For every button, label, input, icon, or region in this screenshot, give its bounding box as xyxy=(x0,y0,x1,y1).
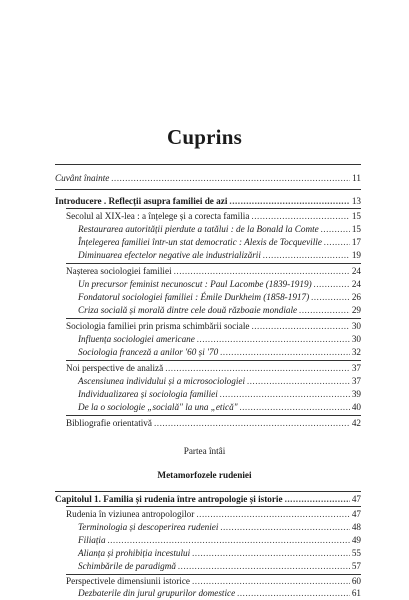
toc-entry-section[interactable] xyxy=(66,266,361,277)
toc-entry-subsection[interactable] xyxy=(78,305,361,316)
leader-dots xyxy=(220,347,350,358)
toc-entry-text: Criza socială și morală dintre cele două războaie mondiale xyxy=(78,305,298,315)
toc-entry-page: 29 xyxy=(351,305,361,315)
toc-entry-page: 60 xyxy=(351,576,361,586)
toc-entry-page: 42 xyxy=(351,418,361,428)
toc-entry-page: 47 xyxy=(351,494,361,504)
toc-entry-text: Influența sociologiei americane xyxy=(78,334,195,344)
toc-entry-text: Dezbaterile din jurul grupurilor domestice xyxy=(78,588,236,598)
section-divider xyxy=(55,491,361,492)
toc-entry-text: De la o sociologie „socială" la una „etică" xyxy=(78,402,238,412)
toc-entry-section[interactable] xyxy=(66,509,361,520)
toc-entry-text: Perspectivele dimensiunii istorice xyxy=(66,576,190,586)
toc-entry-text: Sociologia franceză a anilor '60 și '70 xyxy=(78,347,219,357)
top-divider xyxy=(55,164,361,165)
toc-entry-text: Filiația xyxy=(78,535,106,545)
toc-entry-page: 61 xyxy=(351,588,361,598)
toc-entry-section[interactable] xyxy=(66,211,361,222)
sub-divider xyxy=(66,415,361,416)
toc-entry-section[interactable] xyxy=(66,321,361,332)
toc-entry-chapter[interactable] xyxy=(55,494,361,505)
toc-entry-page: 37 xyxy=(351,363,361,373)
toc-entry-page: 32 xyxy=(351,347,361,357)
leader-dots xyxy=(237,588,350,599)
sub-divider xyxy=(66,360,361,361)
leader-dots xyxy=(197,334,350,345)
toc-entry-page: 40 xyxy=(351,402,361,412)
toc-entry-subsection[interactable] xyxy=(78,548,361,559)
toc-entry-subsection[interactable] xyxy=(78,292,361,303)
leader-dots xyxy=(108,535,350,546)
toc-entry-page: 13 xyxy=(351,196,361,206)
sub-divider xyxy=(66,574,361,575)
toc-entry-page: 47 xyxy=(351,509,361,519)
leader-dots xyxy=(178,561,350,572)
leader-dots xyxy=(192,576,350,587)
part-title: Metamorfozele rudeniei xyxy=(157,470,252,480)
toc-entry-page: 55 xyxy=(351,548,361,558)
toc-entry-subsection[interactable] xyxy=(78,561,361,572)
leader-dots xyxy=(154,418,350,429)
toc-entry-text: Cuvânt înainte xyxy=(55,173,110,183)
toc-entry-subsection[interactable] xyxy=(78,522,361,533)
toc-entry-subsection[interactable] xyxy=(78,347,361,358)
part-label: Partea întâi xyxy=(183,446,226,456)
toc-entry-text: Terminologia și descoperirea rudeniei xyxy=(78,522,219,532)
toc-entry-text: Diminuarea efectelor negative ale industrializării xyxy=(78,250,261,260)
sub-divider xyxy=(66,506,361,507)
leader-dots xyxy=(299,305,350,316)
toc-entry-page: 17 xyxy=(351,237,361,247)
toc-entry-subsection[interactable] xyxy=(78,224,361,235)
toc-entry-page: 15 xyxy=(351,211,361,221)
toc-entry-page: 48 xyxy=(351,522,361,532)
toc-entry-text: Înțelegerea familiei într-un stat democratic : Alexis de Tocqueville xyxy=(78,237,322,247)
leader-dots xyxy=(220,522,349,533)
toc-entry-subsection[interactable] xyxy=(78,588,361,599)
toc-entry-text: Ascensiunea individului și a microsociologiei xyxy=(78,376,246,386)
leader-dots xyxy=(192,548,350,559)
leader-dots xyxy=(220,389,350,400)
toc-entry-section[interactable] xyxy=(66,418,361,429)
leader-dots xyxy=(251,321,349,332)
leader-dots xyxy=(285,494,350,505)
toc-entry-text: Schimbările de paradigmă xyxy=(78,561,176,571)
toc-entry-page: 30 xyxy=(351,321,361,331)
toc-entry-text: Bibliografie orientativă xyxy=(66,418,152,428)
leader-dots xyxy=(165,363,350,374)
leader-dots xyxy=(324,237,350,248)
leader-dots xyxy=(321,224,350,235)
toc-entry-subsection[interactable] xyxy=(78,279,361,290)
leader-dots xyxy=(174,266,350,277)
toc-entry-text: Sociologia familiei prin prisma schimbării sociale xyxy=(66,321,250,331)
toc-entry-text: Nașterea sociologiei familiei xyxy=(66,266,172,276)
leader-dots xyxy=(247,376,350,387)
leader-dots xyxy=(314,279,350,290)
toc-entry-introduction[interactable] xyxy=(55,196,361,207)
toc-entry-text: Noi perspective de analiză xyxy=(66,363,164,373)
toc-entry-section[interactable] xyxy=(66,363,361,374)
leader-dots xyxy=(111,173,350,184)
leader-dots xyxy=(229,196,349,207)
leader-dots xyxy=(240,402,350,413)
toc-entry-page: 30 xyxy=(351,334,361,344)
toc-entry-subsection[interactable] xyxy=(78,237,361,248)
toc-entry-page: 39 xyxy=(351,389,361,399)
toc-entry-page: 19 xyxy=(351,250,361,260)
toc-entry-page: 24 xyxy=(351,279,361,289)
toc-entry-subsection[interactable] xyxy=(78,402,361,413)
leader-dots xyxy=(196,509,349,520)
toc-entry-page: 49 xyxy=(351,535,361,545)
sub-divider xyxy=(66,318,361,319)
leader-dots xyxy=(311,292,350,303)
toc-entry-subsection[interactable] xyxy=(78,376,361,387)
page-title: Cuprins xyxy=(167,125,242,149)
toc-entry-page: 24 xyxy=(351,266,361,276)
toc-entry-subsection[interactable] xyxy=(78,535,361,546)
leader-dots xyxy=(251,211,349,222)
toc-entry-subsection[interactable] xyxy=(78,389,361,400)
toc-entry-subsection[interactable] xyxy=(78,334,361,345)
toc-entry-text: Rudenia în viziunea antropologilor xyxy=(66,509,195,519)
toc-entry-subsection[interactable] xyxy=(78,250,361,261)
toc-entry-page: 37 xyxy=(351,376,361,386)
section-divider xyxy=(55,189,361,190)
toc-entry-foreword[interactable] xyxy=(55,173,361,184)
toc-entry-text: Un precursor feminist necunoscut : Paul Lacombe (1839-1919) xyxy=(78,279,312,289)
toc-entry-page: 11 xyxy=(352,173,361,183)
toc-entry-page: 57 xyxy=(351,561,361,571)
toc-entry-text: Secolul al XIX-lea : a înțelege și a corecta familia xyxy=(66,211,250,221)
toc-entry-page: 15 xyxy=(351,224,361,234)
toc-entry-text: Alianța și prohibiția incestului xyxy=(78,548,191,558)
leader-dots xyxy=(263,250,350,261)
toc-entry-text: Individualizarea și sociologia familiei xyxy=(78,389,218,399)
toc-entry-page: 26 xyxy=(351,292,361,302)
toc-entry-text: Introducere . Reflecții asupra familiei de azi xyxy=(55,196,228,206)
sub-divider xyxy=(66,208,361,209)
toc-entry-text: Fondatorul sociologiei familiei : Émile Durkheim (1858-1917) xyxy=(78,292,310,302)
toc-entry-text: Restaurarea autorității pierdute a tatălui : de la Bonald la Comte xyxy=(78,224,319,234)
toc-entry-text: Capitolul 1. Familia și rudenia între antropologie și istorie xyxy=(55,494,283,504)
toc-entry-section[interactable] xyxy=(66,576,361,587)
sub-divider xyxy=(66,263,361,264)
